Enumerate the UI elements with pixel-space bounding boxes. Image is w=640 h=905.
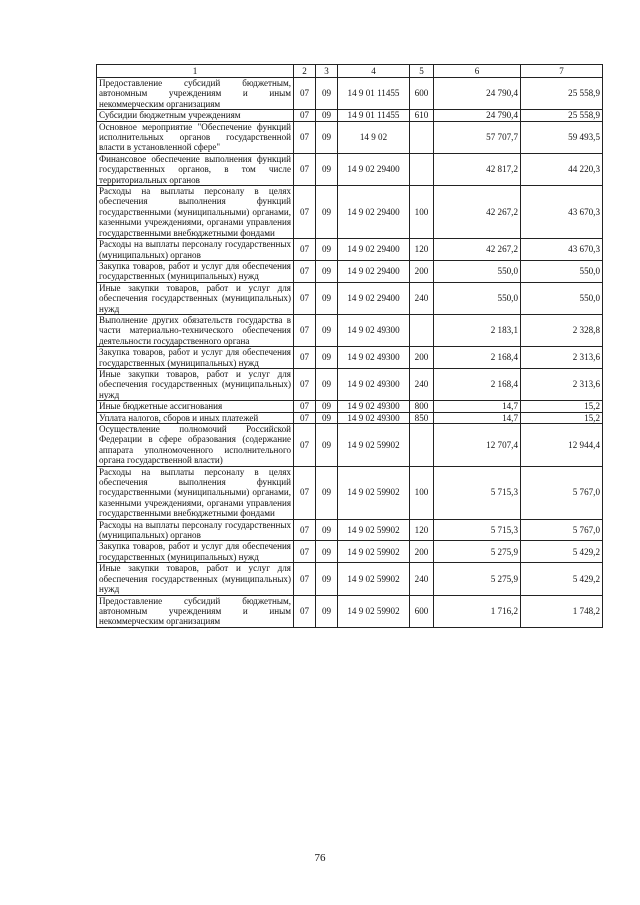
section-code-cell: 07 <box>294 282 316 314</box>
section-code-cell: 07 <box>294 78 316 110</box>
amount-year1-cell: 24 790,4 <box>434 110 521 121</box>
amount-year2-cell: 2 328,8 <box>521 314 603 346</box>
row-name-cell: Закупка товаров, работ и услуг для обеспечения государственных (муниципальных) нужд <box>97 541 294 563</box>
amount-year2-cell: 43 670,3 <box>521 239 603 261</box>
expense-type-cell: 200 <box>410 260 434 282</box>
amount-year2-cell: 44 220,3 <box>521 153 603 185</box>
section-code-cell: 07 <box>294 541 316 563</box>
row-name-cell: Иные бюджетные ассигнования <box>97 401 294 412</box>
target-article-cell: 14 9 02 59902 <box>338 563 410 595</box>
expense-type-cell <box>410 314 434 346</box>
target-article-cell: 14 9 02 59902 <box>338 466 410 519</box>
target-article-cell: 14 9 02 49300 <box>338 412 410 423</box>
amount-year2-cell: 1 748,2 <box>521 595 603 627</box>
expense-type-cell: 850 <box>410 412 434 423</box>
amount-year1-cell: 550,0 <box>434 260 521 282</box>
amount-year1-cell: 57 707,7 <box>434 121 521 153</box>
row-name-cell: Расходы на выплаты персоналу государственных (муниципальных) органов <box>97 519 294 541</box>
header-cell: 1 <box>97 65 294 78</box>
subsection-code-cell: 09 <box>316 260 338 282</box>
subsection-code-cell: 09 <box>316 110 338 121</box>
row-name-cell: Расходы на выплаты персоналу государственных (муниципальных) органов <box>97 239 294 261</box>
amount-year1-cell: 5 275,9 <box>434 541 521 563</box>
target-article-cell: 14 9 02 29400 <box>338 282 410 314</box>
row-name-cell: Предоставление субсидий бюджетным, автономным учреждениям и иным некоммерческим организациям <box>97 78 294 110</box>
expense-type-cell: 610 <box>410 110 434 121</box>
amount-year2-cell: 5 767,0 <box>521 519 603 541</box>
expense-type-cell <box>410 424 434 467</box>
target-article-cell: 14 9 02 49300 <box>338 314 410 346</box>
row-name-cell: Иные закупки товаров, работ и услуг для обеспечения государственных (муниципальных) нужд <box>97 282 294 314</box>
row-name-cell: Закупка товаров, работ и услуг для обеспечения государственных (муниципальных) нужд <box>97 260 294 282</box>
target-article-cell: 14 9 02 59902 <box>338 541 410 563</box>
amount-year1-cell: 5 275,9 <box>434 563 521 595</box>
row-name-cell: Финансовое обеспечение выполнения функций государственных органов, в том числе территориальных органов <box>97 153 294 185</box>
subsection-code-cell: 09 <box>316 186 338 239</box>
amount-year2-cell: 15,2 <box>521 412 603 423</box>
amount-year1-cell: 2 183,1 <box>434 314 521 346</box>
subsection-code-cell: 09 <box>316 563 338 595</box>
subsection-code-cell: 09 <box>316 368 338 400</box>
table-row <box>97 412 603 423</box>
header-cell: 4 <box>338 65 410 78</box>
section-code-cell: 07 <box>294 260 316 282</box>
amount-year2-cell: 2 313,6 <box>521 347 603 369</box>
amount-year2-cell: 2 313,6 <box>521 368 603 400</box>
table-row <box>97 541 603 563</box>
subsection-code-cell: 09 <box>316 78 338 110</box>
header-cell: 7 <box>521 65 603 78</box>
amount-year2-cell: 12 944,4 <box>521 424 603 467</box>
table-row <box>97 121 603 153</box>
row-name-cell: Иные закупки товаров, работ и услуг для обеспечения государственных (муниципальных) нужд <box>97 563 294 595</box>
target-article-cell: 14 9 01 11455 <box>338 78 410 110</box>
amount-year2-cell: 550,0 <box>521 282 603 314</box>
subsection-code-cell: 09 <box>316 412 338 423</box>
header-cell: 5 <box>410 65 434 78</box>
amount-year2-cell: 43 670,3 <box>521 186 603 239</box>
target-article-cell: 14 9 02 29400 <box>338 239 410 261</box>
subsection-code-cell: 09 <box>316 466 338 519</box>
section-code-cell: 07 <box>294 368 316 400</box>
subsection-code-cell: 09 <box>316 239 338 261</box>
amount-year2-cell: 15,2 <box>521 401 603 412</box>
subsection-code-cell: 09 <box>316 401 338 412</box>
amount-year1-cell: 2 168,4 <box>434 368 521 400</box>
amount-year1-cell: 5 715,3 <box>434 466 521 519</box>
amount-year2-cell: 5 429,2 <box>521 541 603 563</box>
row-name-cell: Иные закупки товаров, работ и услуг для обеспечения государственных (муниципальных) нужд <box>97 368 294 400</box>
section-code-cell: 07 <box>294 424 316 467</box>
expense-type-cell: 240 <box>410 282 434 314</box>
expense-type-cell: 100 <box>410 466 434 519</box>
section-code-cell: 07 <box>294 153 316 185</box>
row-name-cell: Уплата налогов, сборов и иных платежей <box>97 412 294 423</box>
target-article-cell: 14 9 02 29400 <box>338 153 410 185</box>
section-code-cell: 07 <box>294 519 316 541</box>
target-article-cell: 14 9 02 49300 <box>338 401 410 412</box>
amount-year2-cell: 25 558,9 <box>521 110 603 121</box>
table-row <box>97 239 603 261</box>
table-row <box>97 368 603 400</box>
subsection-code-cell: 09 <box>316 541 338 563</box>
table-row <box>97 519 603 541</box>
amount-year2-cell: 59 493,5 <box>521 121 603 153</box>
target-article-cell: 14 9 02 29400 <box>338 186 410 239</box>
header-row <box>97 65 603 78</box>
subsection-code-cell: 09 <box>316 153 338 185</box>
table-row <box>97 347 603 369</box>
subsection-code-cell: 09 <box>316 282 338 314</box>
amount-year2-cell: 5 429,2 <box>521 563 603 595</box>
section-code-cell: 07 <box>294 110 316 121</box>
table-row <box>97 110 603 121</box>
table-row <box>97 153 603 185</box>
section-code-cell: 07 <box>294 314 316 346</box>
table-row <box>97 282 603 314</box>
amount-year2-cell: 5 767,0 <box>521 466 603 519</box>
amount-year1-cell: 5 715,3 <box>434 519 521 541</box>
amount-year2-cell: 25 558,9 <box>521 78 603 110</box>
target-article-cell: 14 9 02 59902 <box>338 424 410 467</box>
expense-type-cell: 600 <box>410 78 434 110</box>
amount-year1-cell: 42 267,2 <box>434 186 521 239</box>
amount-year1-cell: 2 168,4 <box>434 347 521 369</box>
amount-year1-cell: 42 267,2 <box>434 239 521 261</box>
section-code-cell: 07 <box>294 121 316 153</box>
section-code-cell: 07 <box>294 186 316 239</box>
expense-type-cell: 200 <box>410 347 434 369</box>
subsection-code-cell: 09 <box>316 121 338 153</box>
target-article-cell: 14 9 02 29400 <box>338 260 410 282</box>
row-name-cell: Предоставление субсидий бюджетным, автономным учреждениям и иным некоммерческим организациям <box>97 595 294 627</box>
subsection-code-cell: 09 <box>316 595 338 627</box>
budget-table <box>96 64 603 628</box>
table-row <box>97 401 603 412</box>
table-row <box>97 186 603 239</box>
target-article-cell: 14 9 02 49300 <box>338 368 410 400</box>
amount-year1-cell: 1 716,2 <box>434 595 521 627</box>
target-article-cell: 14 9 02 59902 <box>338 519 410 541</box>
expense-type-cell: 600 <box>410 595 434 627</box>
expense-type-cell: 120 <box>410 519 434 541</box>
table-row <box>97 595 603 627</box>
table-row <box>97 314 603 346</box>
expense-type-cell: 240 <box>410 563 434 595</box>
subsection-code-cell: 09 <box>316 314 338 346</box>
section-code-cell: 07 <box>294 347 316 369</box>
row-name-cell: Субсидии бюджетным учреждениям <box>97 110 294 121</box>
expense-type-cell: 100 <box>410 186 434 239</box>
table-row <box>97 78 603 110</box>
table-row <box>97 563 603 595</box>
amount-year1-cell: 14,7 <box>434 412 521 423</box>
target-article-cell: 14 9 02 59902 <box>338 595 410 627</box>
section-code-cell: 07 <box>294 563 316 595</box>
table-row <box>97 466 603 519</box>
expense-type-cell: 120 <box>410 239 434 261</box>
section-code-cell: 07 <box>294 401 316 412</box>
amount-year2-cell: 550,0 <box>521 260 603 282</box>
row-name-cell: Расходы на выплаты персоналу в целях обеспечения выполнения функций государственными (муниципальными) органами, казенными учреждениями, органами управления государственными внебюджетными фондами <box>97 466 294 519</box>
section-code-cell: 07 <box>294 595 316 627</box>
section-code-cell: 07 <box>294 412 316 423</box>
expense-type-cell: 200 <box>410 541 434 563</box>
section-code-cell: 07 <box>294 466 316 519</box>
target-article-cell: 14 9 02 <box>338 121 410 153</box>
header-cell: 6 <box>434 65 521 78</box>
section-code-cell: 07 <box>294 239 316 261</box>
table-row <box>97 424 603 467</box>
amount-year1-cell: 12 707,4 <box>434 424 521 467</box>
expense-type-cell: 800 <box>410 401 434 412</box>
header-cell: 2 <box>294 65 316 78</box>
row-name-cell: Расходы на выплаты персоналу в целях обеспечения выполнения функций государственными (муниципальными) органами, казенными учреждениями, органами управления государственными внебюджетными фондами <box>97 186 294 239</box>
amount-year1-cell: 24 790,4 <box>434 78 521 110</box>
page-number: 76 <box>314 852 326 864</box>
subsection-code-cell: 09 <box>316 424 338 467</box>
row-name-cell: Осуществление полномочий Российской Федерации в сфере образования (содержание аппарата уполномоченного исполнительного органа государственной власти) <box>97 424 294 467</box>
amount-year1-cell: 550,0 <box>434 282 521 314</box>
amount-year1-cell: 42 817,2 <box>434 153 521 185</box>
expense-type-cell <box>410 121 434 153</box>
expense-type-cell <box>410 153 434 185</box>
expense-type-cell: 240 <box>410 368 434 400</box>
subsection-code-cell: 09 <box>316 519 338 541</box>
amount-year1-cell: 14,7 <box>434 401 521 412</box>
header-cell: 3 <box>316 65 338 78</box>
target-article-cell: 14 9 02 49300 <box>338 347 410 369</box>
subsection-code-cell: 09 <box>316 347 338 369</box>
table-row <box>97 260 603 282</box>
row-name-cell: Закупка товаров, работ и услуг для обеспечения государственных (муниципальных) нужд <box>97 347 294 369</box>
target-article-cell: 14 9 01 11455 <box>338 110 410 121</box>
row-name-cell: Выполнение других обязательств государства в части материально-технического обеспечения деятельности государственного органа <box>97 314 294 346</box>
row-name-cell: Основное мероприятие "Обеспечение функций исполнительных органов государственной власти в установленной сфере" <box>97 121 294 153</box>
